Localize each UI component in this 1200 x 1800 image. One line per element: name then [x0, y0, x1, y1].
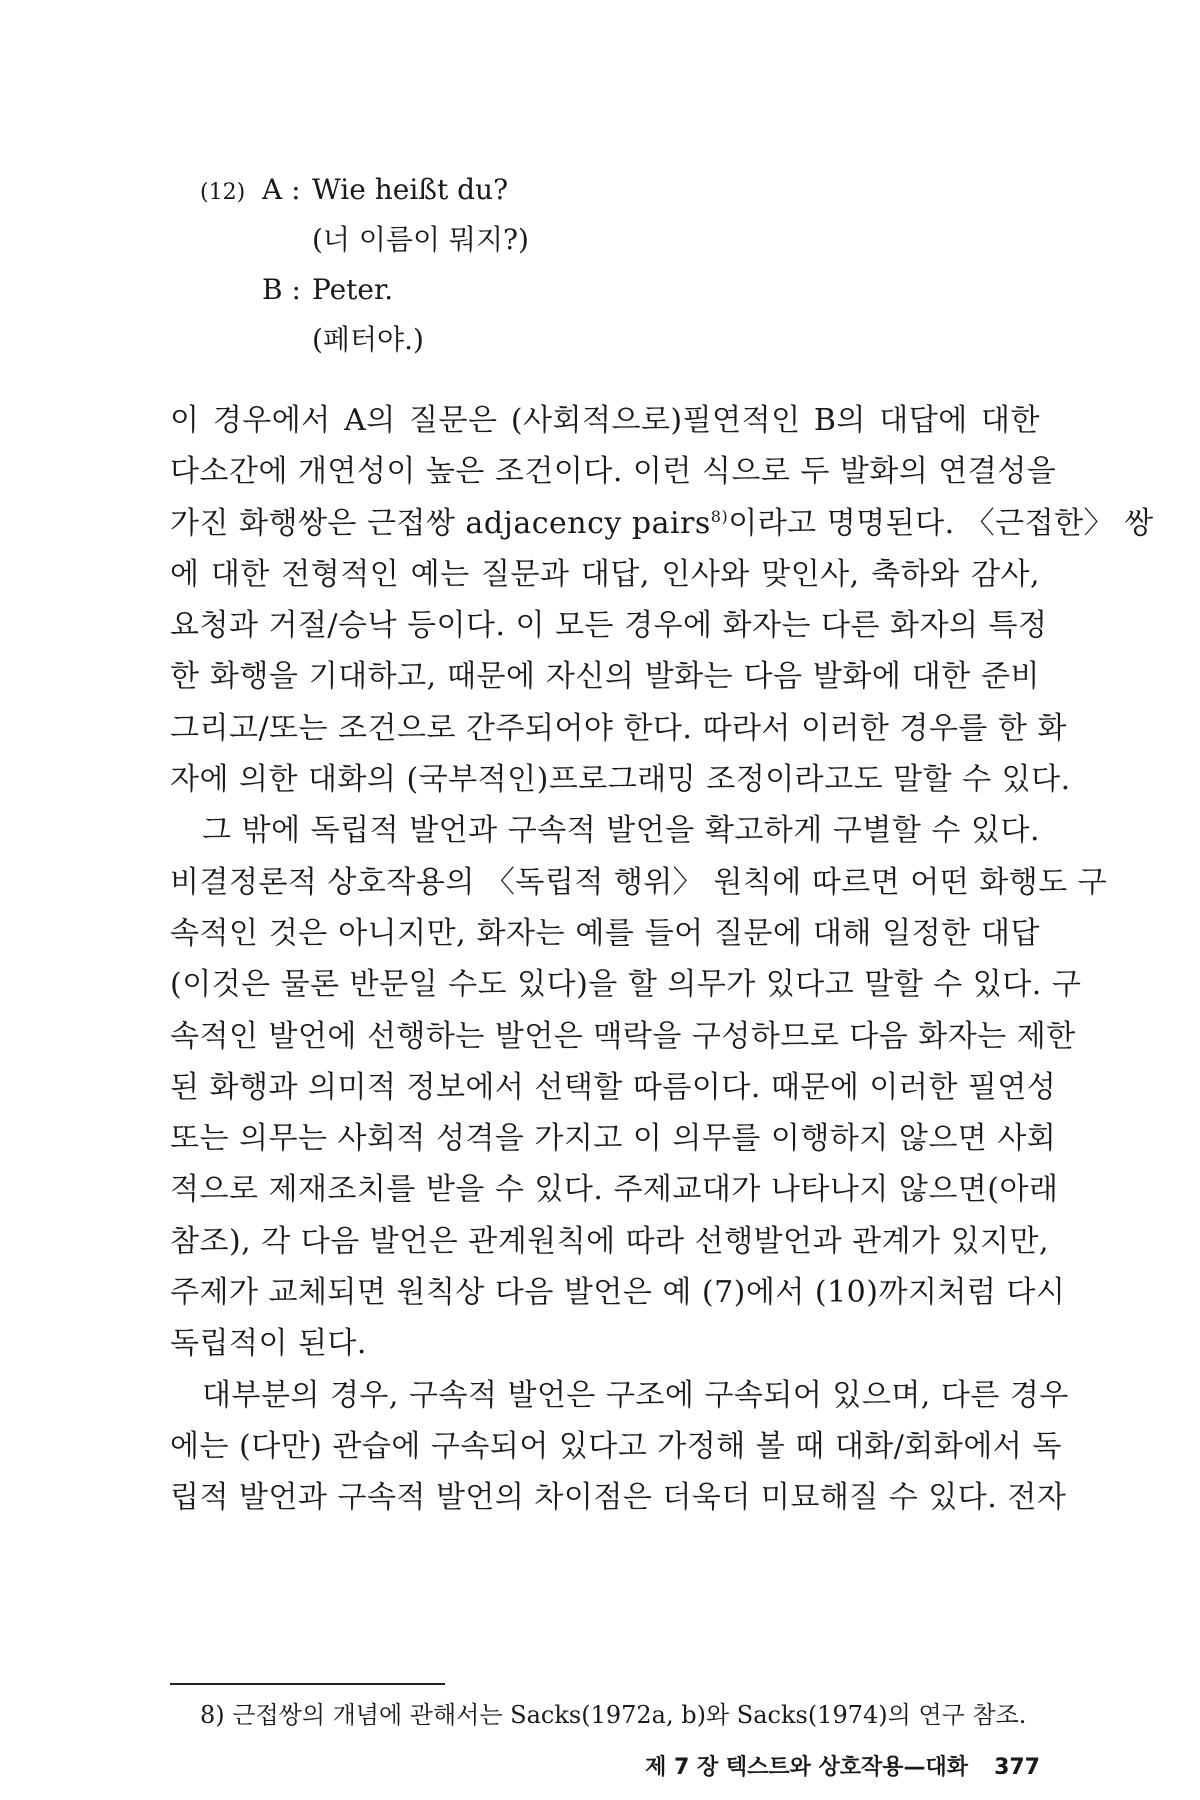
- running-footer: [645, 1750, 1040, 1781]
- body-line: 그리고/또는 조건으로 간주되어야 한다. 따라서 이러한 경우를 한 화: [170, 710, 1067, 746]
- body-line-part: 가진 화행쌍은 근접쌍 adjacency pairs: [170, 505, 711, 541]
- body-line-part: 이라고 명명된다. 〈근접한〉 쌍: [728, 505, 1154, 541]
- body-line: 적으로 제재조치를 받을 수 있다. 주제교대가 나타나지 않으면(아래: [170, 1172, 1059, 1208]
- example-12: [200, 165, 900, 365]
- body-line: 속적인 발언에 선행하는 발언은 맥락을 구성하므로 다음 화자는 제한: [170, 1018, 1076, 1054]
- body-line: 비결정론적 상호작용의 〈독립적 행위〉 원칙에 따르면 어떤 화행도 구: [170, 864, 1108, 900]
- speaker-a-utterance: Wie heißt du?: [312, 173, 509, 206]
- body-line: 자에 의한 대화의 (국부적인)프로그래밍 조정이라고도 말할 수 있다.: [170, 762, 1071, 798]
- example-line-a: [200, 165, 900, 215]
- body-line: 주제가 교체되면 원칙상 다음 발언은 예 (7)에서 (10)까지처럼 다시: [170, 1275, 1066, 1311]
- footnote: 8) 근접쌍의 개념에 관해서는 Sacks(1972a, b)와 Sacks(1974)의 연구 참조.: [200, 1701, 1027, 1729]
- chapter-title: 제 7 장 텍스트와 상호작용—대화: [645, 1755, 969, 1780]
- body-line: 속적인 것은 아니지만, 화자는 예를 들어 질문에 대해 일정한 대답: [170, 915, 1040, 951]
- body-line: 다소간에 개연성이 높은 조건이다. 이런 식으로 두 발화의 연결성을: [170, 454, 1057, 490]
- example-line-b: [200, 265, 900, 315]
- body-text: [170, 395, 1154, 1524]
- body-line: 이 경우에서 A의 질문은 (사회적으로)필연적인 B의 대답에 대한: [170, 403, 1040, 438]
- body-line: 독립적이 된다.: [170, 1326, 367, 1362]
- footnote-reference[interactable]: 8): [710, 506, 729, 526]
- body-line-with-footnote-ref: [170, 498, 1154, 549]
- body-line: (이것은 물론 반문일 수도 있다)을 할 의무가 있다고 말할 수 있다. 구: [170, 967, 1082, 1003]
- speaker-b-translation: (페터야.): [312, 323, 424, 356]
- body-line: 립적 발언과 구속적 발언의 차이점은 더욱더 미묘해질 수 있다. 전자: [170, 1480, 1067, 1516]
- speaker-b-label: B :: [262, 273, 301, 306]
- body-line: 한 화행을 기대하고, 때문에 자신의 발화는 다음 발화에 대한 준비: [170, 659, 1040, 695]
- body-line: 에 대한 전형적인 예는 질문과 대답, 인사와 맞인사, 축하와 감사,: [170, 556, 1040, 592]
- page-number: 377: [994, 1755, 1040, 1780]
- speaker-a-label: A :: [262, 173, 301, 206]
- paragraph-start-line: 대부분의 경우, 구속적 발언은 구조에 구속되어 있으며, 다른 경우: [202, 1377, 1069, 1413]
- footnote-divider: [170, 1683, 445, 1685]
- speaker-b-utterance: Peter.: [312, 273, 394, 306]
- body-line: 에는 (다만) 관습에 구속되어 있다고 가정해 볼 때 대화/회화에서 독: [170, 1428, 1062, 1464]
- body-line: 된 화행과 의미적 정보에서 선택할 따름이다. 때문에 이러한 필연성: [170, 1069, 1057, 1105]
- body-line: 참조), 각 다음 발언은 관계원칙에 따라 선행발언과 관계가 있지만,: [170, 1223, 1050, 1259]
- paragraph-start-line: 그 밖에 독립적 발언과 구속적 발언을 확고하게 구별할 수 있다.: [202, 813, 1040, 849]
- example-number: (12): [200, 180, 246, 205]
- speaker-a-translation: (너 이름이 뭐지?): [312, 223, 529, 256]
- body-line: 요청과 거절/승낙 등이다. 이 모든 경우에 화자는 다른 화자의 특정: [170, 608, 1048, 644]
- body-line: 또는 의무는 사회적 성격을 가지고 이 의무를 이행하지 않으면 사회: [170, 1121, 1057, 1157]
